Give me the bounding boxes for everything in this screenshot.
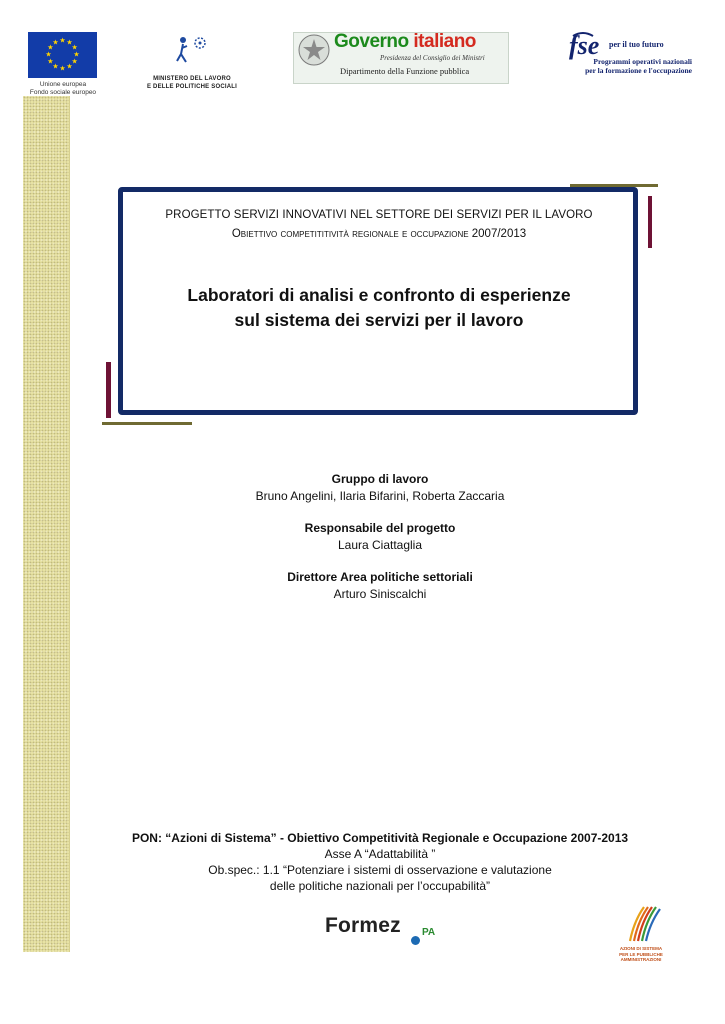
azioni-di-sistema-caption	[608, 946, 674, 963]
svg-text:★: ★	[47, 57, 54, 66]
eu-caption	[20, 81, 106, 97]
director-heading: Direttore Area politiche settoriali	[287, 570, 473, 584]
svg-text:fse: fse	[569, 31, 600, 60]
eu-flag-logo	[28, 32, 97, 78]
svg-text:★: ★	[52, 62, 59, 71]
svg-text:★: ★	[47, 43, 54, 52]
ministry-caption	[140, 76, 244, 91]
ads-line2: PER LE PUBBLICHE	[619, 951, 663, 957]
governo-italiano-title	[334, 31, 476, 53]
decor-line-bottom	[102, 422, 192, 425]
gov-department: Dipartimento della Funzione pubblica	[340, 66, 470, 76]
project-title-line2: Obiettivo competititività regionale e occupazione 2007/2013	[231, 228, 527, 240]
fse-line2: per la formazione e l'occupazione	[585, 65, 692, 75]
gov-title-green: Governo	[334, 31, 414, 52]
italian-emblem-icon	[297, 33, 331, 67]
director-name: Arturo Siniscalchi	[333, 587, 427, 601]
swirl-stripes-icon	[620, 903, 662, 943]
svg-text:★: ★	[45, 50, 52, 59]
svg-text:★: ★	[52, 38, 59, 47]
title-line1: Laboratori di analisi e confronto di esperienze	[187, 285, 571, 305]
ads-line3: AMMINISTRAZIONI	[620, 957, 662, 962]
eu-caption-line1: Unione europea	[39, 81, 87, 88]
svg-text:★: ★	[59, 36, 66, 45]
gov-subtitle: Presidenza del Consiglio dei Ministri	[380, 54, 485, 62]
pon-line: PON: “Azioni di Sistema” - Obiettivo Competitività Regionale e Occupazione 2007-2013	[131, 831, 629, 845]
formez-pa-suffix: PA	[422, 927, 436, 938]
asse-line: Asse A “Adattabilità ”	[324, 847, 436, 861]
svg-text:★: ★	[71, 43, 78, 52]
project-title-line1: PROGETTO SERVIZI INNOVATIVI NEL SETTORE DEI SERVIZI PER IL LAVORO	[165, 209, 593, 221]
fse-logo	[567, 30, 609, 60]
eu-caption-line2: Fondo sociale europeo	[29, 89, 97, 96]
formez-dot-icon	[411, 936, 420, 945]
fse-line1: Programmi operativi nazionali	[593, 57, 692, 66]
eu-stars-icon	[28, 32, 97, 78]
fse-caption	[570, 58, 692, 75]
decor-line-top	[570, 184, 658, 187]
svg-text:★: ★	[73, 50, 80, 59]
group-heading: Gruppo di lavoro	[331, 472, 429, 486]
formez-logo: Formez	[325, 914, 401, 937]
svg-text:★: ★	[66, 38, 73, 47]
ministry-line2: E DELLE POLITICHE SOCIALI	[146, 83, 237, 90]
manager-heading: Responsabile del progetto	[304, 521, 456, 535]
title-line2: sul sistema dei servizi per il lavoro	[234, 310, 524, 330]
ministry-figure-icon	[170, 34, 214, 72]
gov-title-red: italiano	[413, 31, 476, 52]
document-title	[128, 283, 630, 333]
svg-text:★: ★	[59, 64, 66, 73]
fse-tagline: per il tuo futuro	[609, 40, 664, 49]
azioni-di-sistema-logo	[620, 903, 662, 943]
fse-mark-icon	[567, 30, 609, 60]
ministry-logo	[170, 34, 214, 72]
manager-name: Laura Ciattaglia	[337, 538, 423, 552]
left-decorative-strip	[23, 96, 70, 952]
group-names: Bruno Angelini, Ilaria Bifarini, Roberta Zaccaria	[255, 489, 505, 503]
obspec-line2: delle politiche nazionali per l’occupabilità”	[269, 879, 491, 893]
ministry-line1: MINISTERO DEL LAVORO	[153, 76, 231, 82]
obspec-line1: Ob.spec.: 1.1 “Potenziare i sistemi di osservazione e valutazione	[208, 863, 552, 877]
svg-text:★: ★	[71, 57, 78, 66]
decor-bar-left	[106, 362, 111, 418]
ads-line1: AZIONI DI SISTEMA	[619, 946, 663, 951]
svg-text:★: ★	[66, 62, 73, 71]
decor-bar-right	[648, 196, 652, 248]
